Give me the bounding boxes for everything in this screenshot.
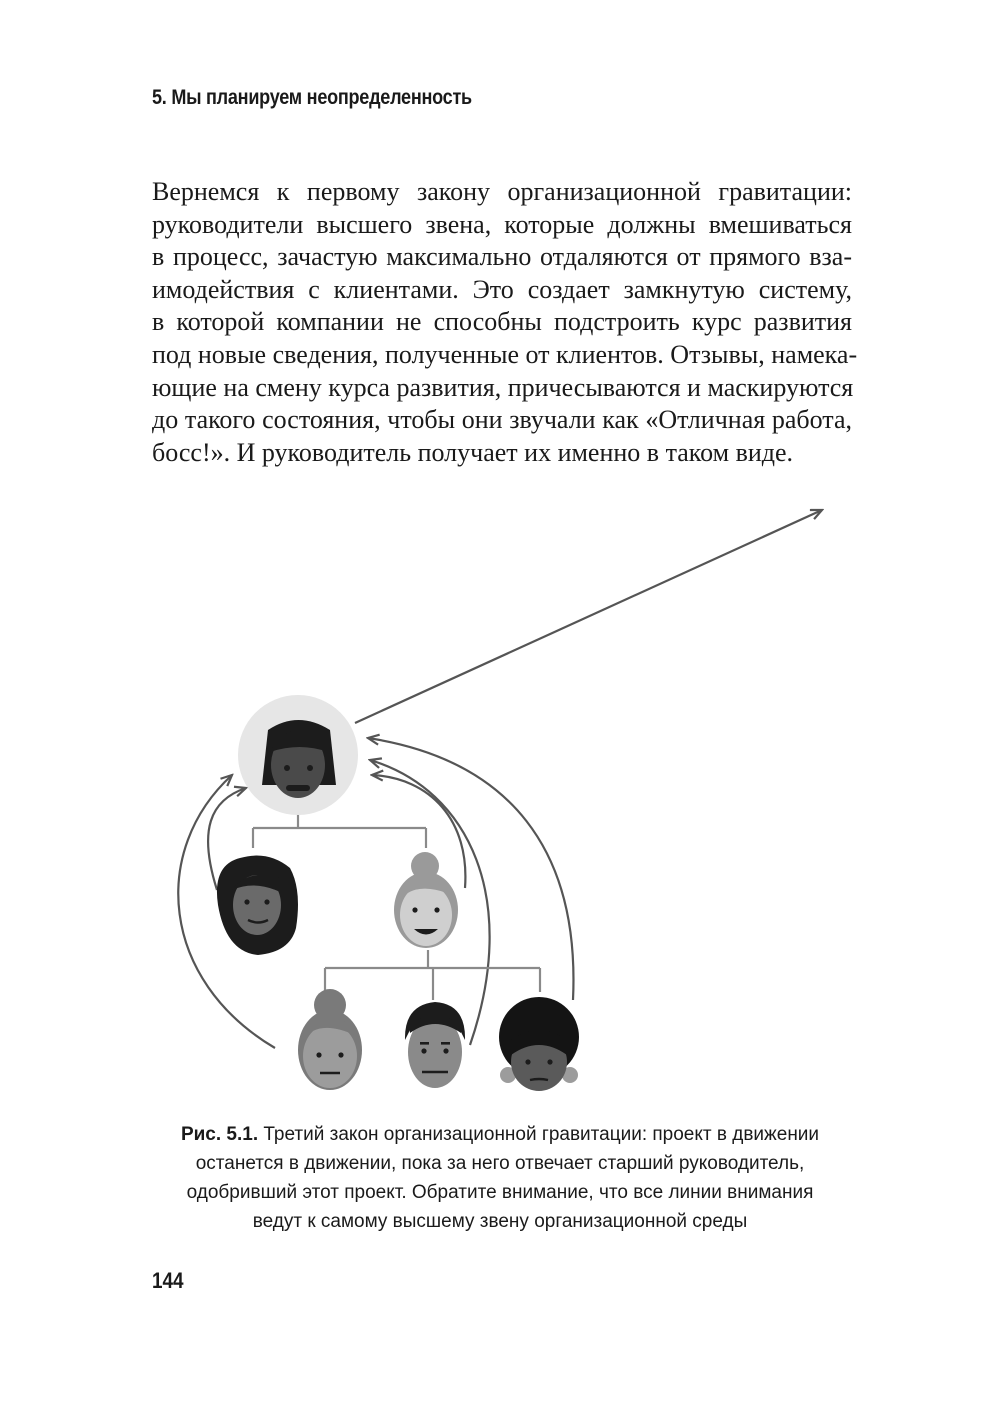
- attention-arc: [368, 738, 573, 1000]
- caption-line: останется в движении, пока за него отвечает старший руководитель,: [195, 1153, 805, 1174]
- page-number: 144: [152, 1268, 184, 1293]
- body-line: в процесс, зачастую максимально отдаляются от прямого вза-: [152, 242, 852, 272]
- outward-arrow: [355, 510, 822, 723]
- body-line: Вернемся к первому закону организационной гравитации:: [152, 177, 852, 206]
- org-gravity-figure: [0, 490, 1000, 1110]
- body-line: руководители высшего звена, которые должны вмешиваться: [152, 209, 852, 239]
- caption-line: [100, 1120, 900, 1149]
- body-line: босс!». И руководитель получает их именно в таком виде.: [152, 437, 794, 467]
- running-head: [152, 86, 472, 110]
- body-line: под новые сведения, полученные от клиентов. Отзывы, намека-: [152, 339, 858, 369]
- manager-left-avatar: [217, 856, 298, 955]
- manager-right-avatar: [394, 852, 458, 948]
- caption-label: Рис. 5.1.: [180, 1124, 259, 1145]
- body-line: имодействия с клиентами. Это создает замкнутую систему,: [152, 274, 852, 304]
- top-executive-avatar: [238, 695, 358, 815]
- body-line: ющие на смену курса развития, причесываются и маскируются: [152, 372, 854, 402]
- employee-left-avatar: [298, 989, 362, 1090]
- caption-line: ведут к самому высшему звену организационной среды: [252, 1211, 748, 1232]
- chapter-number: 5.: [152, 86, 167, 109]
- body-paragraph: [152, 176, 858, 469]
- employee-middle-avatar: [405, 1002, 465, 1088]
- employee-right-avatar: [499, 997, 579, 1091]
- chapter-title: Мы планируем неопределенность: [171, 86, 472, 109]
- caption-line: одобривший этот проект. Обратите внимание, что все линии внимания: [186, 1182, 814, 1203]
- figure-caption: [100, 1120, 900, 1236]
- body-line: в которой компании не способны подстроить курс развития: [152, 307, 852, 337]
- caption-text: Третий закон организационной гравитации: проект в движении: [263, 1124, 820, 1145]
- body-line: до такого состояния, чтобы они звучали как «Отличная работа,: [152, 405, 852, 435]
